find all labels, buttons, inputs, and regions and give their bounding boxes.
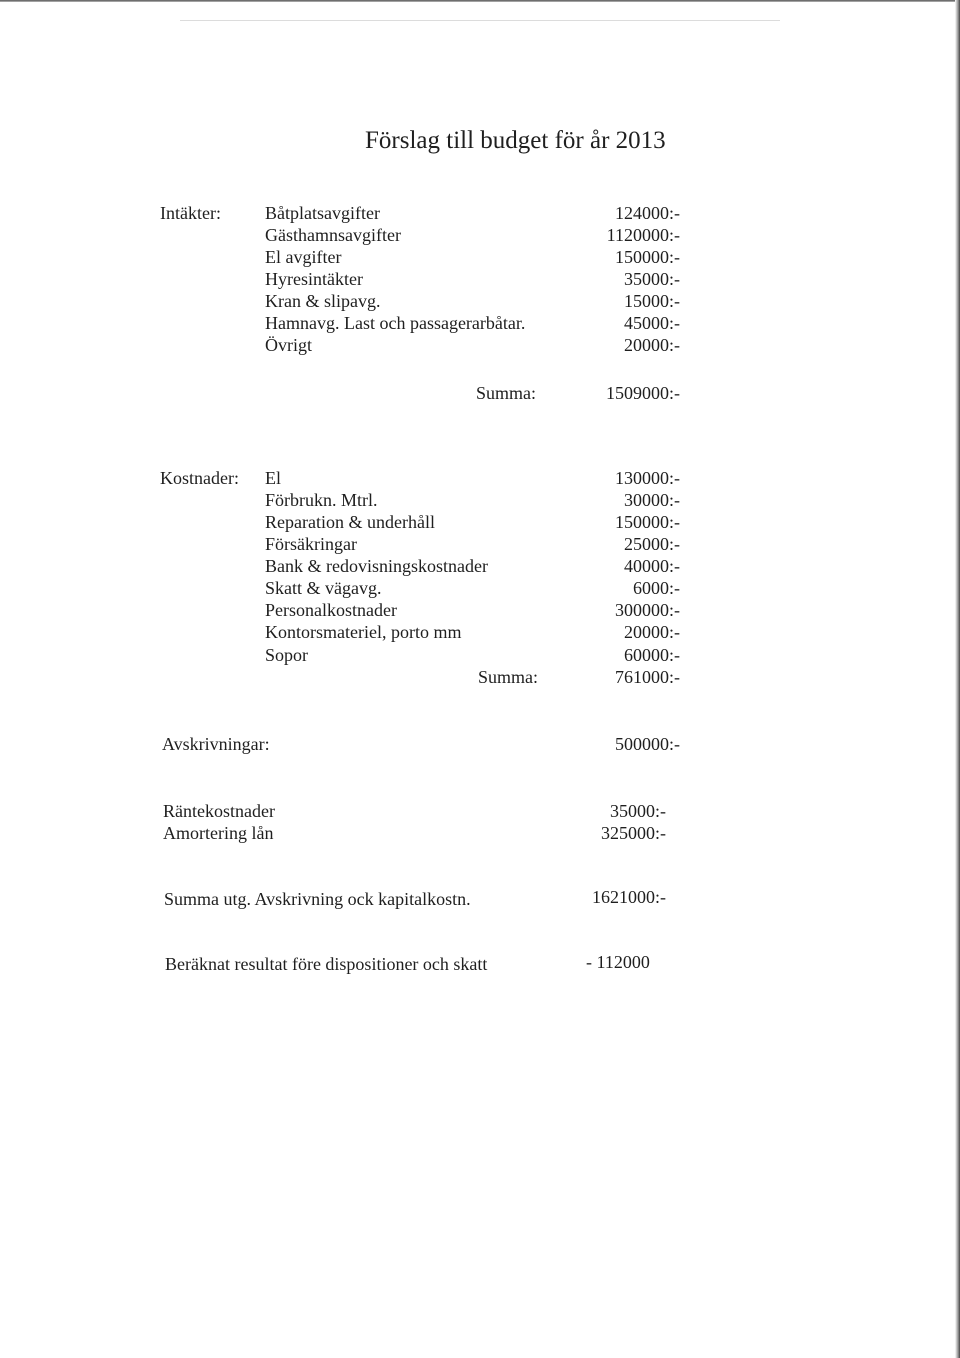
cost-item-label: Skatt & vägavg. [265,578,382,598]
cost-item-label: Kontorsmateriel, porto mm [265,622,462,642]
capital-item-amount: 35000:- [610,801,666,821]
income-item-label: Gästhamnsavgifter [265,225,401,245]
cost-item-label: Sopor [265,645,309,665]
cost-item-label: Personalkostnader [265,600,397,620]
cost-item-label: Reparation & underhåll [265,512,435,532]
income-item-amount: 1120000:- [606,225,680,245]
cost-item-label: El [265,468,281,488]
income-item-label: Kran & slipavg. [265,291,381,311]
income-item-label: El avgifter [265,247,342,267]
total-label: Summa utg. Avskrivning ock kapitalkostn. [164,889,471,909]
depreciation-label: Avskrivningar: [162,734,270,754]
scan-edge-top [0,0,960,2]
page-title: Förslag till budget för år 2013 [365,127,666,154]
cost-item-amount: 150000:- [615,512,680,532]
costs-sum-amount: 761000:- [615,667,680,687]
income-item-amount: 150000:- [615,247,680,267]
income-item-amount: 124000:- [615,203,680,223]
cost-item-label: Bank & redovisningskostnader [265,556,488,576]
total-amount: 1621000:- [592,887,666,907]
income-item-label: Hamnavg. Last och passagerarbåtar. [265,313,526,333]
cost-item-amount: 130000:- [615,468,680,488]
cost-item-amount: 60000:- [624,645,680,665]
scan-edge-right [955,0,960,1358]
result-amount: - 112000 [586,952,650,972]
result-label: Beräknat resultat före dispositioner och skatt [165,954,488,974]
cost-item-amount: 300000:- [615,600,680,620]
income-item-label: Båtplatsavgifter [265,203,380,223]
capital-item-label: Räntekostnader [163,801,275,821]
cost-item-amount: 40000:- [624,556,680,576]
income-item-amount: 15000:- [624,291,680,311]
cost-item-amount: 30000:- [624,490,680,510]
depreciation-amount: 500000:- [615,734,680,754]
cost-item-label: Förbrukn. Mtrl. [265,490,378,510]
income-heading: Intäkter: [160,203,221,223]
costs-heading: Kostnader: [160,468,239,488]
cost-item-amount: 6000:- [633,578,680,598]
income-sum-label: Summa: [476,383,537,403]
income-item-label: Övrigt [265,335,312,355]
income-item-amount: 45000:- [624,313,680,333]
capital-item-amount: 325000:- [601,823,666,843]
faint-rule [180,20,780,21]
cost-item-amount: 20000:- [624,622,680,642]
cost-item-amount: 25000:- [624,534,680,554]
income-item-amount: 35000:- [624,269,680,289]
cost-item-label: Försäkringar [265,534,357,554]
costs-sum-label: Summa: [478,667,539,687]
capital-item-label: Amortering lån [163,823,274,843]
income-sum-amount: 1509000:- [606,383,680,403]
income-item-amount: 20000:- [624,335,680,355]
income-item-label: Hyresintäkter [265,269,363,289]
